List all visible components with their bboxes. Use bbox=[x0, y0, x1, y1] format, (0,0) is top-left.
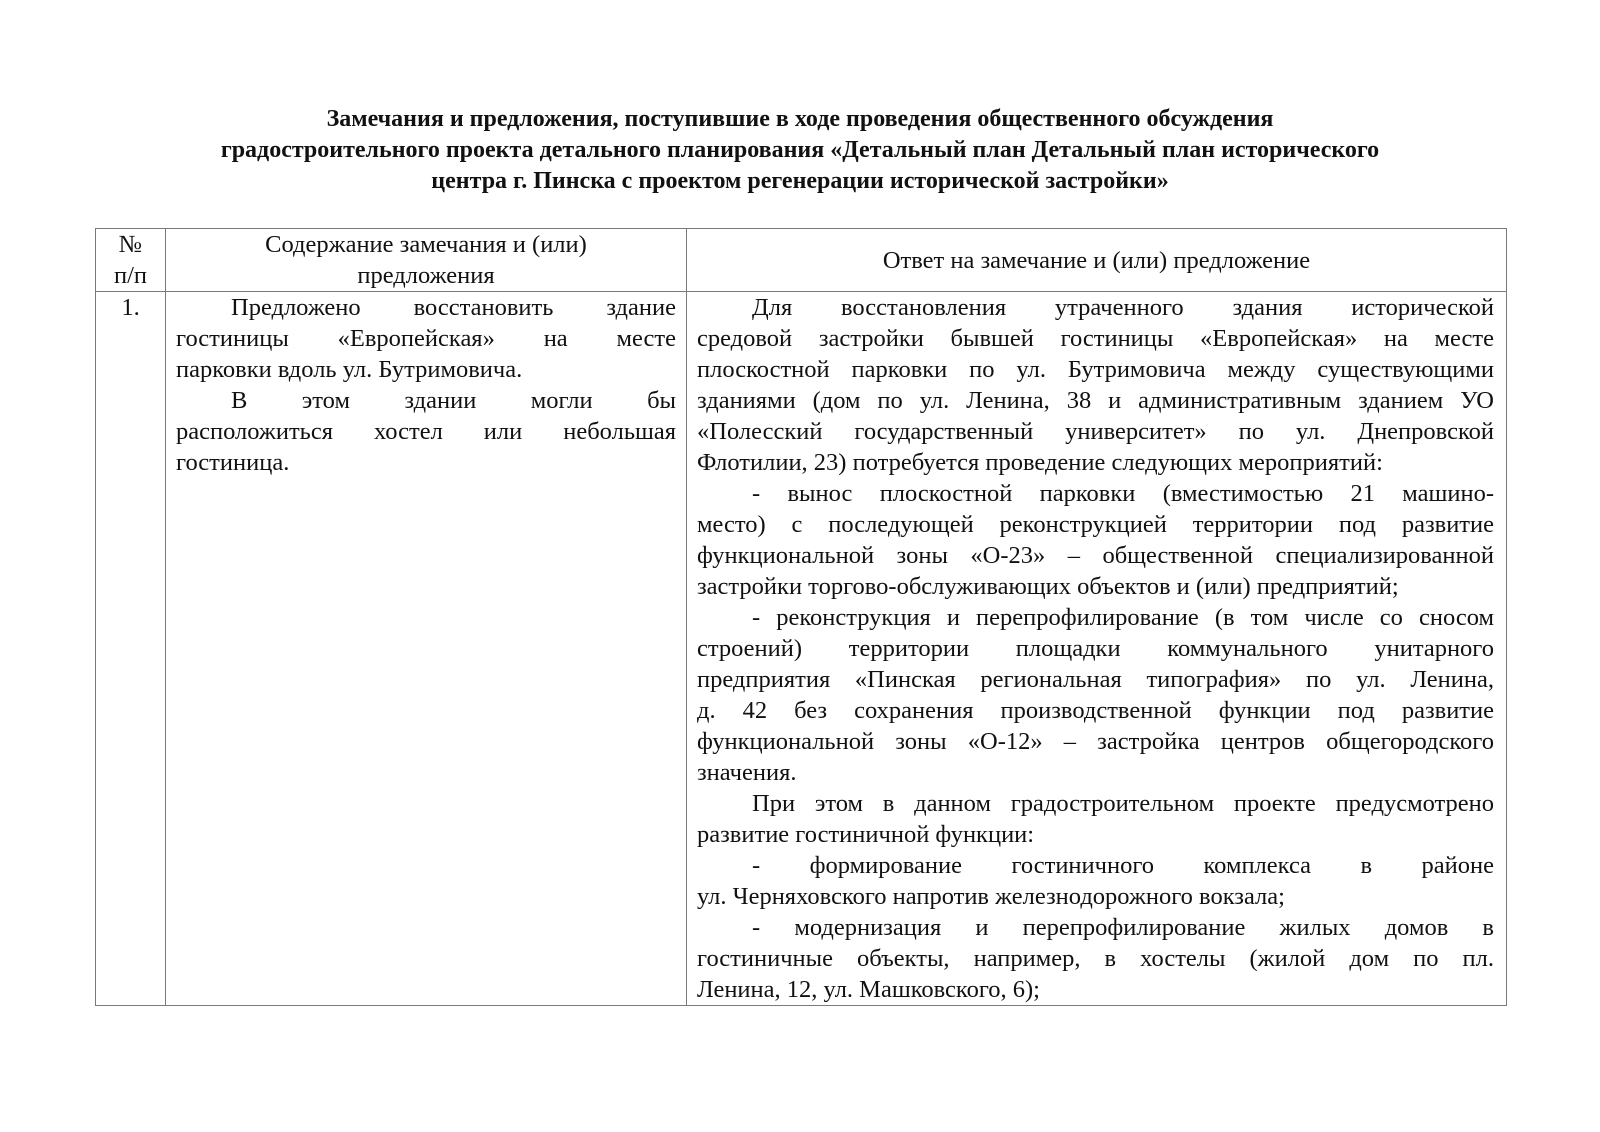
text-line: Для восстановления утраченного здания исторической bbox=[752, 294, 1494, 321]
text-line: ул. Черняховского напротив железнодорожного вокзала; bbox=[697, 883, 1285, 910]
text-line: функциональной зоны «О-23» – общественной специализированной bbox=[697, 542, 1494, 569]
title-line: градостроительного проекта детального планирования «Детальный план Детальный план исторического bbox=[220, 137, 1380, 163]
header-content: Содержание замечания и (или) предложения bbox=[166, 229, 687, 292]
text-line: плоскостной парковки по ул. Бутримовича между существующими bbox=[697, 356, 1494, 383]
text-line: гостиницы «Европейская» на месте bbox=[176, 325, 676, 352]
text-line: Флотилии, 23) потребуется проведение следующих мероприятий: bbox=[697, 449, 1383, 476]
text-line: функциональной зоны «О-12» – застройка центров общегородского bbox=[697, 728, 1494, 755]
header-number: № п/п bbox=[96, 229, 166, 292]
text-line: строений) территории площадки коммунального унитарного bbox=[697, 635, 1494, 662]
text-line: - вынос плоскостной парковки (вместимостью 21 машино- bbox=[752, 480, 1494, 507]
text-line: гостиница. bbox=[176, 449, 290, 476]
text-line: В этом здании могли бы bbox=[231, 387, 676, 414]
text-line: Ленина, 12, ул. Машковского, 6); bbox=[697, 976, 1040, 1003]
table-header-row bbox=[96, 229, 1507, 292]
text-line: расположиться хостел или небольшая bbox=[176, 418, 676, 445]
text-line: Предложено восстановить здание bbox=[231, 294, 676, 321]
text-line: - модернизация и перепрофилирование жилых домов в bbox=[752, 914, 1494, 941]
document-title bbox=[120, 104, 1480, 197]
text-line: - реконструкция и перепрофилирование (в том числе со сносом bbox=[752, 604, 1494, 631]
text-line: место) с последующей реконструкцией территории под развитие bbox=[697, 511, 1494, 538]
title-line: Замечания и предложения, поступившие в ходе проведения общественного обсуждения bbox=[326, 106, 1274, 132]
title-line: центра г. Пинска с проектом регенерации исторической застройки» bbox=[431, 168, 1169, 194]
text-line: парковки вдоль ул. Бутримовича. bbox=[176, 356, 523, 383]
text-line: При этом в данном градостроительном проекте предусмотрено bbox=[752, 790, 1494, 817]
text-line: значения. bbox=[697, 759, 797, 786]
text-line: застройки торгово-обслуживающих объектов и (или) предприятий; bbox=[697, 573, 1399, 600]
text-line: - формирование гостиничного комплекса в районе bbox=[752, 852, 1494, 879]
text-line: предприятия «Пинская региональная типография» по ул. Ленина, bbox=[697, 666, 1494, 693]
row-answer bbox=[687, 292, 1507, 1006]
table-row bbox=[96, 292, 1507, 1006]
comments-table bbox=[95, 228, 1507, 1006]
row-content bbox=[166, 292, 687, 1006]
header-answer: Ответ на замечание и (или) предложение bbox=[687, 229, 1507, 292]
text-line: средовой застройки бывшей гостиницы «Европейская» на месте bbox=[697, 325, 1494, 352]
text-line: зданиями (дом по ул. Ленина, 38 и административным зданием УО bbox=[697, 387, 1494, 414]
text-line: гостиничные объекты, например, в хостелы (жилой дом по пл. bbox=[697, 945, 1494, 972]
text-line: «Полесский государственный университет» по ул. Днепровской bbox=[697, 418, 1494, 445]
text-line: развитие гостиничной функции: bbox=[697, 821, 1035, 848]
text-line: д. 42 без сохранения производственной функции под развитие bbox=[697, 697, 1494, 724]
row-number: 1. bbox=[96, 292, 166, 1006]
